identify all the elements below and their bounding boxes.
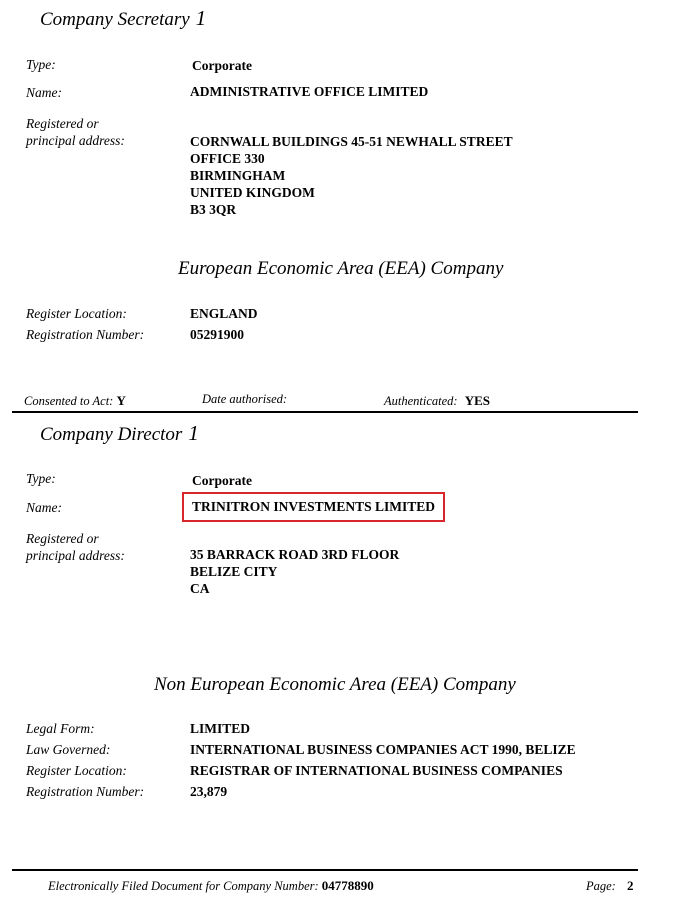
address-line: 35 BARRACK ROAD 3RD FLOOR (190, 547, 400, 562)
secretary-name-value: ADMINISTRATIVE OFFICE LIMITED (190, 84, 429, 99)
address-line: B3 3QR (190, 202, 237, 217)
footer-divider (12, 869, 638, 871)
section-divider (12, 411, 638, 413)
date-authorised-label: Date authorised: (202, 392, 288, 406)
secretary-name-label: Name: (26, 85, 62, 100)
secretary-registration-number-label: Registration Number: (26, 327, 145, 342)
secretary-register-location-value: ENGLAND (190, 306, 258, 321)
director-name-value: TRINITRON INVESTMENTS LIMITED (192, 499, 436, 514)
director-register-location-label: Register Location: (26, 763, 127, 778)
secretary-heading-text: Company Secretary (40, 9, 190, 30)
consented-value: Y (116, 393, 126, 408)
director-registration-number-label: Registration Number: (26, 784, 145, 799)
law-governed-value: INTERNATIONAL BUSINESS COMPANIES ACT 1990, BELIZE (190, 742, 576, 757)
non-eea-heading: Non European Economic Area (EEA) Company (154, 674, 516, 695)
director-register-location-value: REGISTRAR OF INTERNATIONAL BUSINESS COMPANIES (190, 763, 563, 778)
consented-row (24, 392, 126, 409)
director-address-block (190, 546, 399, 597)
address-line: CORNWALL BUILDINGS 45-51 NEWHALL STREET (190, 134, 513, 149)
footer-page-label: Page: (586, 879, 616, 893)
secretary-register-location-label: Register Location: (26, 306, 127, 321)
legal-form-label: Legal Form: (26, 721, 95, 736)
secretary-type-value: Corporate (192, 58, 252, 73)
consented-label: Consented to Act: (24, 394, 114, 408)
address-line: CA (190, 581, 210, 596)
secretary-heading (40, 6, 206, 31)
director-address-label-2: principal address: (26, 548, 125, 563)
director-name-label: Name: (26, 500, 62, 515)
footer-filed-label: Electronically Filed Document for Company Number: (48, 879, 319, 893)
secretary-address-block (190, 133, 513, 218)
address-line: OFFICE 330 (190, 151, 265, 166)
director-type-value: Corporate (192, 473, 252, 488)
footer-page-number: 2 (626, 878, 634, 893)
footer-filed-row (48, 877, 374, 894)
authenticated-value: YES (464, 393, 491, 408)
secretary-address-label-2: principal address: (26, 133, 125, 148)
authenticated-row (384, 392, 490, 409)
director-name-highlight (182, 492, 445, 522)
director-registration-number-value: 23,879 (190, 784, 228, 799)
authenticated-label: Authenticated: (384, 394, 458, 408)
address-line: UNITED KINGDOM (190, 185, 315, 200)
director-number: 1 (188, 421, 199, 445)
secretary-number: 1 (195, 6, 207, 30)
address-line: BIRMINGHAM (190, 168, 286, 183)
secretary-type-label: Type: (26, 57, 56, 72)
eea-heading: European Economic Area (EEA) Company (178, 258, 504, 279)
director-heading (40, 421, 199, 446)
director-type-label: Type: (26, 471, 56, 486)
legal-form-value: LIMITED (190, 721, 251, 736)
director-heading-text: Company Director (40, 424, 183, 445)
footer-company-number: 04778890 (321, 878, 374, 893)
law-governed-label: Law Governed: (26, 742, 111, 757)
secretary-registration-number-value: 05291900 (190, 327, 244, 342)
director-address-label-1: Registered or (26, 531, 99, 546)
address-line: BELIZE CITY (190, 564, 278, 579)
secretary-address-label-1: Registered or (26, 116, 99, 131)
footer-page-row (586, 877, 633, 894)
